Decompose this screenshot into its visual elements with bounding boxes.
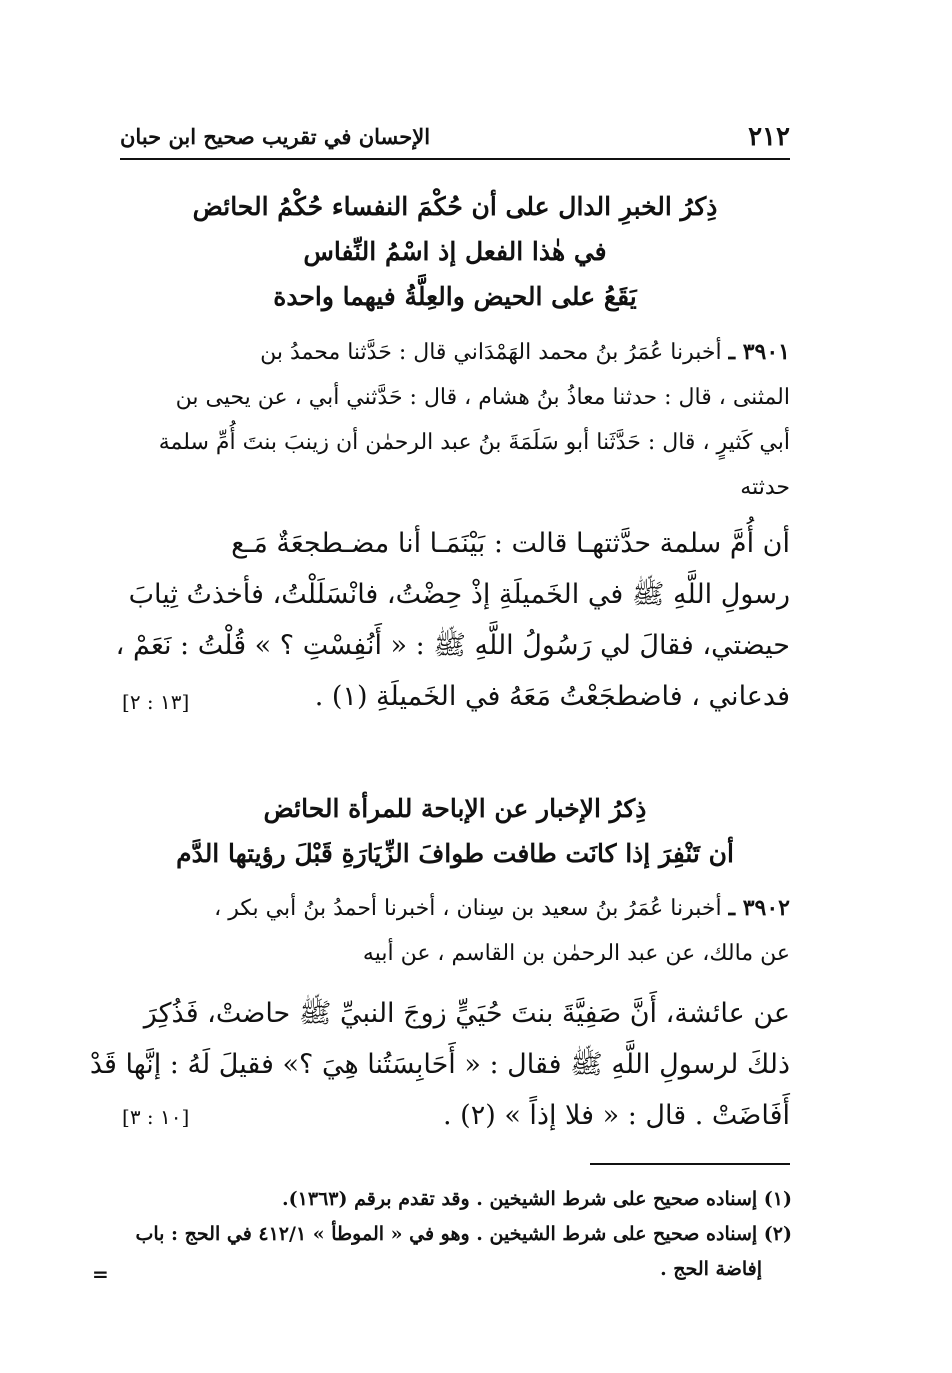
- matn-line: ذلكَ لرسولِ اللَّهِ ﷺ فقال : « أَحَابِسَتُنا هِيَ ؟» فقيلَ لَهُ : إنَّها قَدْ: [89, 1049, 790, 1080]
- hadith-number: ٣٩٠٢ ـ: [728, 895, 790, 921]
- matn-line: أن أُمَّ سلمة حدَّثتهـا قالت : بَيْنَمَـا أنا مضـطجعَةٌ مَـع: [231, 528, 790, 559]
- matn-line: أَفَاضَتْ . قال : « فلا إذاً » (٢) .: [443, 1100, 790, 1131]
- isnad-line: أبي كَثيرٍ ، قال : حَدَّثَنا أبو سَلَمَةَ بنُ عبد الرحمٰن أن زينبَ بنتَ أُمِّ سلمة: [158, 430, 790, 455]
- footnotes: [112, 1182, 792, 1287]
- isnad-line: ٣٩٠٢ ـ أخبرنا عُمَرُ بنُ سعيد بن سِنان ، أخبرنا أحمدُ بنُ أبي بكر ،: [214, 895, 790, 921]
- heading-line: ذِكرُ الإخبار عن الإباحة للمرأة الحائض: [263, 794, 647, 823]
- heading-line: في هٰذا الفعل إذ اسْمُ النِّفاس: [303, 237, 607, 266]
- page-number: ٢١٢: [748, 122, 790, 152]
- hadith-reference: [١٠ : ٣]: [122, 1105, 190, 1129]
- matn-line: عن عائشة، أَنَّ صَفِيَّةَ بنتَ حُيَيٍّ زوجَ النبيِّ ﷺ حاضتْ، فَذُكِرَ: [143, 998, 790, 1029]
- hadith-3901-matn: [110, 518, 790, 722]
- heading-line: أن تَنْفِرَ إذا كانَت طافت طوافَ الزِّيَارَةِ قَبْلَ رؤيتها الدَّم: [176, 839, 734, 868]
- heading-line: ذِكرُ الخبرِ الدال على أن حُكْمَ النفساء حُكْمُ الحائض: [192, 192, 718, 221]
- heading-line: يَقَعُ على الحيض والعِلَّةُ فيهما واحدة: [273, 282, 637, 311]
- matn-line: حيضتي، فقالَ لي رَسُولُ اللَّهِ ﷺ : « أَنُفِسْتِ ؟ » قُلْتُ : نَعَمْ ،: [115, 630, 790, 661]
- isnad-line: حدثته: [740, 475, 790, 500]
- matn-line: فدعاني ، فاضطجَعْتُ مَعَهُ في الخَميلَةِ (١) .: [314, 681, 790, 712]
- hadith-3902-isnad: [110, 886, 790, 976]
- running-header: [120, 118, 790, 160]
- footnote-2-continuation: إفاضة الحج .: [660, 1258, 762, 1280]
- book-title: الإحسان في تقريب صحيح ابن حبان: [120, 124, 431, 149]
- isnad-line: عن مالك، عن عبد الرحمٰن بن القاسم ، عن أبيه: [362, 941, 790, 966]
- chapter-heading-2: [120, 786, 790, 876]
- hadith-3901-isnad: [110, 330, 790, 510]
- footnote-1: (١) إسناده صحيح على شرط الشيخين . وقد تقدم برقم (١٣٦٣).: [282, 1188, 792, 1210]
- chapter-heading-1: [120, 184, 790, 319]
- hadith-number: ٣٩٠١ ـ: [728, 339, 790, 365]
- footnote-divider: [590, 1163, 790, 1165]
- hadith-reference: [١٣ : ٢]: [122, 690, 190, 714]
- footnote-2: (٢) إسناده صحيح على شرط الشيخين . وهو في « الموطأ » ٤١٢/١ في الحج : باب: [135, 1223, 792, 1245]
- continuation-mark: =: [92, 1262, 109, 1286]
- isnad-line: المثنى ، قال : حدثنا معاذُ بنُ هشام ، قال : حَدَّثني أبي ، عن يحيى بن: [175, 385, 790, 410]
- isnad-line: ٣٩٠١ ـ أخبرنا عُمَرُ بنُ محمد الهَمْدَاني قال : حَدَّثنا محمدُ بن: [260, 339, 790, 365]
- matn-line: رسولِ اللَّهِ ﷺ في الخَميلَةِ إذْ حِضْتُ، فانْسَلَلْتُ، فأخذتُ ثِيابَ: [128, 579, 790, 610]
- hadith-3902-matn: [89, 988, 790, 1141]
